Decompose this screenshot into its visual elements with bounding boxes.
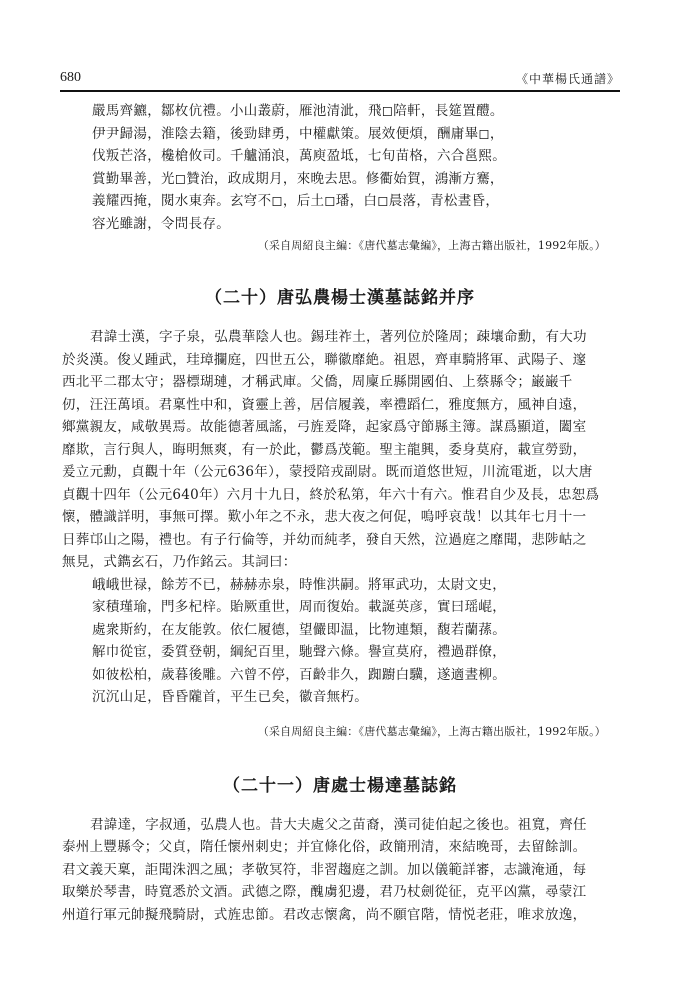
prose-line: 西北平二郡太守；器標瑚璉，才稱武庫。父僑，周廩丘縣開國伯、上蔡縣令；巌巌千: [62, 374, 573, 390]
verse-line: 嚴馬齊鑣，鄒枚伉禮。小山叢蔚，雁池清泚，飛◻陪軒，長筵置醴。: [92, 103, 504, 119]
section-title-20: （二十）唐弘農楊士漢墓誌銘并序: [205, 288, 475, 308]
prose-line: 靡欺，言行與人，晦明無爽，有一於此，鬱爲茂範。聖主龍興，委身莫府，載宣勞勁，: [62, 441, 587, 458]
page-header: [60, 68, 620, 92]
prose-line: 於炎漢。俊乂踵武，珪璋攔庭，四世五公，聯徽靡絶。祖恩，齊車騎將軍、武陽子、邃: [62, 351, 587, 368]
section-21-prose: [62, 814, 618, 927]
verse-line: 如彼松柏，歲暮後雕。六曾不停，百齡非久，踟躕白驥，遂適晝柳。: [92, 666, 506, 683]
prose-line: 君文義天稟，詎聞洙泗之風；孝敬冥符，非習趨庭之訓。加以儀範詳審，志識淹通，每: [62, 861, 587, 878]
verse-line: 沉沉山足，昏昏隴首，平生已矣，徽音無朽。: [92, 689, 368, 705]
prose-line: 懷，體識詳明，事無可擇。歎小年之不永，悲大夜之何促，嗚呼哀哉！以其年七月十一: [62, 509, 587, 525]
page-number: 680: [60, 70, 81, 85]
prose-line: 貞觀十四年（公元640年）六月十九日，終於私第，年六十有六。惟君自少及長，忠恕爲: [62, 486, 600, 503]
verse-line: 峨峨世禄，餘芳不已，赫赫赤泉，時惟洪嗣。將軍武功，太尉文史，: [92, 576, 506, 593]
section-20-prose: [62, 326, 618, 574]
page-content: [62, 100, 618, 926]
verse-block-top: [62, 100, 618, 235]
prose-line: 君諱達，字叔通，弘農人也。昔大夫處父之苗裔，漢司徒伯起之後也。祖寬，齊任: [90, 816, 587, 833]
verse-line: 解巾從宦，委質登朝，綱紀百里，馳聲六條。譽宣莫府，禮過群僚，: [92, 644, 506, 660]
prose-line: 鄉黨親友，咸敬異焉。故能德著風謠，弓旌爰降，起家爲守節縣主簿。謀爲顯道，闔室: [62, 419, 587, 435]
prose-line: 取樂於琴書，時寬悉於文酒。武德之際，醜虜犯邊，君乃杖劍從征，克平凶黨，尋蒙江: [62, 884, 587, 900]
verse-line: 容光雖謝，令問長存。: [92, 215, 230, 232]
prose-line: 無見，式鐫玄石，乃作銘云。其詞曰：: [62, 554, 297, 570]
verse-line: 義耀西掩，閱水東奔。玄穹不◻，后土◻璠，白◻晨落，青松晝昏，: [92, 193, 500, 209]
prose-line: 仞，汪汪萬頃。君稟性中和，資靈上善，居信履義，率禮蹈仁，雅度無方，風神自遠，: [62, 396, 587, 413]
verse-line: 賞勤畢善，光◻贊治，政成期月，來晚去思。修衢始賀，鴻漸方騫，: [92, 170, 504, 187]
verse-block-20: [62, 574, 618, 709]
prose-line: 爰立元勳，貞觀十年（公元636年），蒙授陪戎副尉。既而道悠世短，川流電逝，以大唐: [62, 464, 593, 480]
verse-line: 伐叛芒洛，欃槍攸司。千艫涌浪，萬庾盈坻，七旬苗格，六合邕熙。: [92, 148, 506, 164]
source-note: （采自周紹良主編：《唐代墓志彙編》，上海古籍出版社，1992年版。）: [257, 239, 606, 252]
prose-line: 泰州上豐縣令；父貞，隋任懷州刺史；并宜條化俗，政簡刑清，來結晚哥，去留餘訓。: [62, 839, 587, 855]
running-title: 《中華楊氏通譜》: [515, 72, 620, 86]
source-note: （采自周紹良主編：《唐代墓志彙編》，上海古籍出版社，1992年版。）: [257, 724, 606, 738]
verse-line: 處衆斯約，在友能敦。依仁履德，望儼即温，比物連類，馥若蘭蓀。: [92, 621, 506, 638]
verse-line: 伊尹歸湯，淮陰去籍，後勁肆勇，中權獻策。展效便煩，酬庸畢◻，: [92, 125, 504, 142]
verse-line: 家積瑾瑜，門多杞梓。貽厥重世，周而復始。載誕英彦，實曰瑶崐，: [92, 599, 506, 615]
prose-line: 日葬邙山之陽，禮也。有子行倫等，并幼而純孝，發自天然，泣過庭之靡聞，悲陟岵之: [62, 531, 587, 548]
section-title-21: （二十一）唐處士楊達墓誌銘: [223, 775, 457, 796]
prose-line: 君諱士漢，字子泉，弘農華陰人也。錫珪祚土，著列位於隆周；疎壤命勳，有大功: [90, 329, 587, 345]
prose-line: 州道行軍元帥擬飛騎尉，式旌忠節。君改志懷禽，尚不願官階，情悦老莊，唯求放逸，: [62, 906, 587, 923]
